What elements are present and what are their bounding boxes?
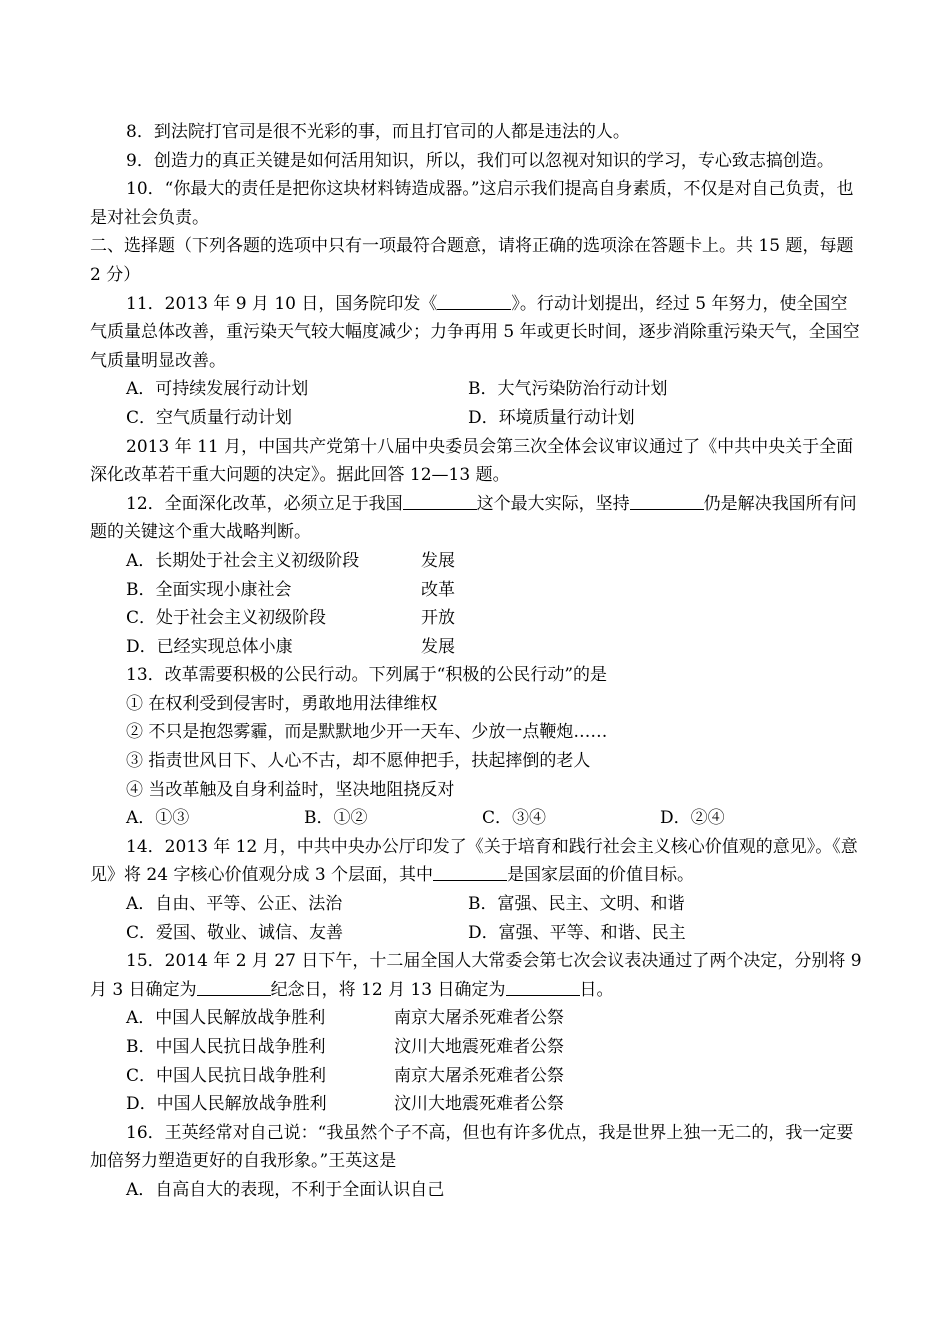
option-b: B．全面实现小康社会 改革 [126,579,455,600]
question-12: 12．全面深化改革，必须立足于我国 这个最大实际，坚持 仍是解决我国所有问题的关键这个重大战略判断。 [90,493,857,543]
options-row [90,375,862,404]
option-d: D．环境质量行动计划 [468,407,635,428]
answer-blank [433,863,507,881]
options-row [90,890,862,919]
option-c: C．中国人民抗日战争胜利 南京大屠杀死难者公祭 [126,1065,564,1086]
statement-4: ④ 当改革触及自身利益时，坚决地阻挠反对 [126,779,455,800]
statement-1: ① 在权利受到侵害时，勇敢地用法律维权 [126,693,438,714]
option-b: B．富强、民主、文明、和谐 [468,894,685,915]
statement-3: ③ 指责世风日下、人心不古，却不愿伸把手，扶起摔倒的老人 [126,751,591,772]
question-16: 16．王英经常对自己说：“我虽然个子不高，但也有许多优点，我是世界上独一无二的，我一定要加倍努力塑造更好的自我形象。”王英这是 [90,1122,854,1172]
option-d: D．富强、平等、和谐、民主 [468,922,686,943]
option-c: C．空气质量行动计划 [126,407,293,428]
answer-blank [630,492,704,510]
answer-blank [403,492,477,510]
option-b: B．中国人民抗日战争胜利 汶川大地震死难者公祭 [126,1037,564,1057]
option-a: A．中国人民解放战争胜利 南京大屠杀死难者公祭 [126,1008,564,1029]
option-a: A．①③ [126,808,190,829]
question-14: 14．2013 年 12 月，中共中央办公厅印发了《关于培育和践行社会主义核心价值观的意见》。《意见》将 24 字核心价值观分成 3 个层面，其中 是国家层面的价值目标。 [90,836,858,886]
answer-blank [437,292,511,310]
question-8: 8．到法院打官司是很不光彩的事，而且打官司的人都是违法的人。 [126,122,630,142]
option-b: B．①② [304,808,368,829]
option-a: A．可持续发展行动计划 [126,379,309,400]
option-a: A．自由、平等、公正、法治 [126,894,343,915]
option-b: B．大气污染防治行动计划 [468,379,668,400]
question-15: 15．2014 年 2 月 27 日下午，十二届全国人大常委会第七次会议表决通过了两个决定，分别将 9 月 3 日确定为 纪念日，将 12 月 13 日确定为 日。 [90,951,862,1000]
question-11: 11．2013 年 9 月 10 日，国务院印发《 》。行动计划提出，经过 5 年努力，使全国空气质量总体改善，重污染天气较大幅度减少；力争再用 5 年或更长时间，逐步消除重污染天气，全国空气质量明显改善。 [90,293,860,371]
answer-blank [197,978,271,996]
question-13: 13．改革需要积极的公民行动。下列属于“积极的公民行动”的是 [126,665,608,686]
page-content [90,118,862,1205]
options-row [90,804,862,833]
answer-blank [506,978,580,996]
option-a: A．自高自大的表现，不利于全面认识自己 [126,1179,445,1200]
options-row [90,404,862,433]
option-d: D．中国人民解放战争胜利 汶川大地震死难者公祭 [126,1094,564,1115]
option-c: C．爱国、敬业、诚信、友善 [126,922,344,943]
options-row [90,919,862,948]
option-d: D．已经实现总体小康 发展 [126,636,455,657]
option-d: D．②④ [660,808,725,829]
question-9: 9．创造力的真正关键是如何活用知识，所以，我们可以忽视对知识的学习，专心致志搞创造。 [126,150,834,171]
statement-2: ② 不只是抱怨雾霾，而是默默地少开一天车、少放一点鞭炮…… [126,722,608,743]
option-c: C．处于社会主义初级阶段 开放 [126,608,455,629]
question-10: 10．“你最大的责任是把你这块材料铸造成器。”这启示我们提高自身素质，不仅是对自己负责，也是对社会负责。 [90,179,854,228]
option-c: C．③④ [482,808,547,829]
section-heading-choice: 二、选择题（下列各题的选项中只有一项最符合题意，请将正确的选项涂在答题卡上。共 15 题，每题 2 分） [90,236,854,285]
option-a: A．长期处于社会主义初级阶段 发展 [126,550,455,571]
intro-12-13: 2013 年 11 月，中国共产党第十八届中央委员会第三次全体会议审议通过了《中共中央关于全面深化改革若干重大问题的决定》。据此回答 12—13 题。 [90,436,854,486]
